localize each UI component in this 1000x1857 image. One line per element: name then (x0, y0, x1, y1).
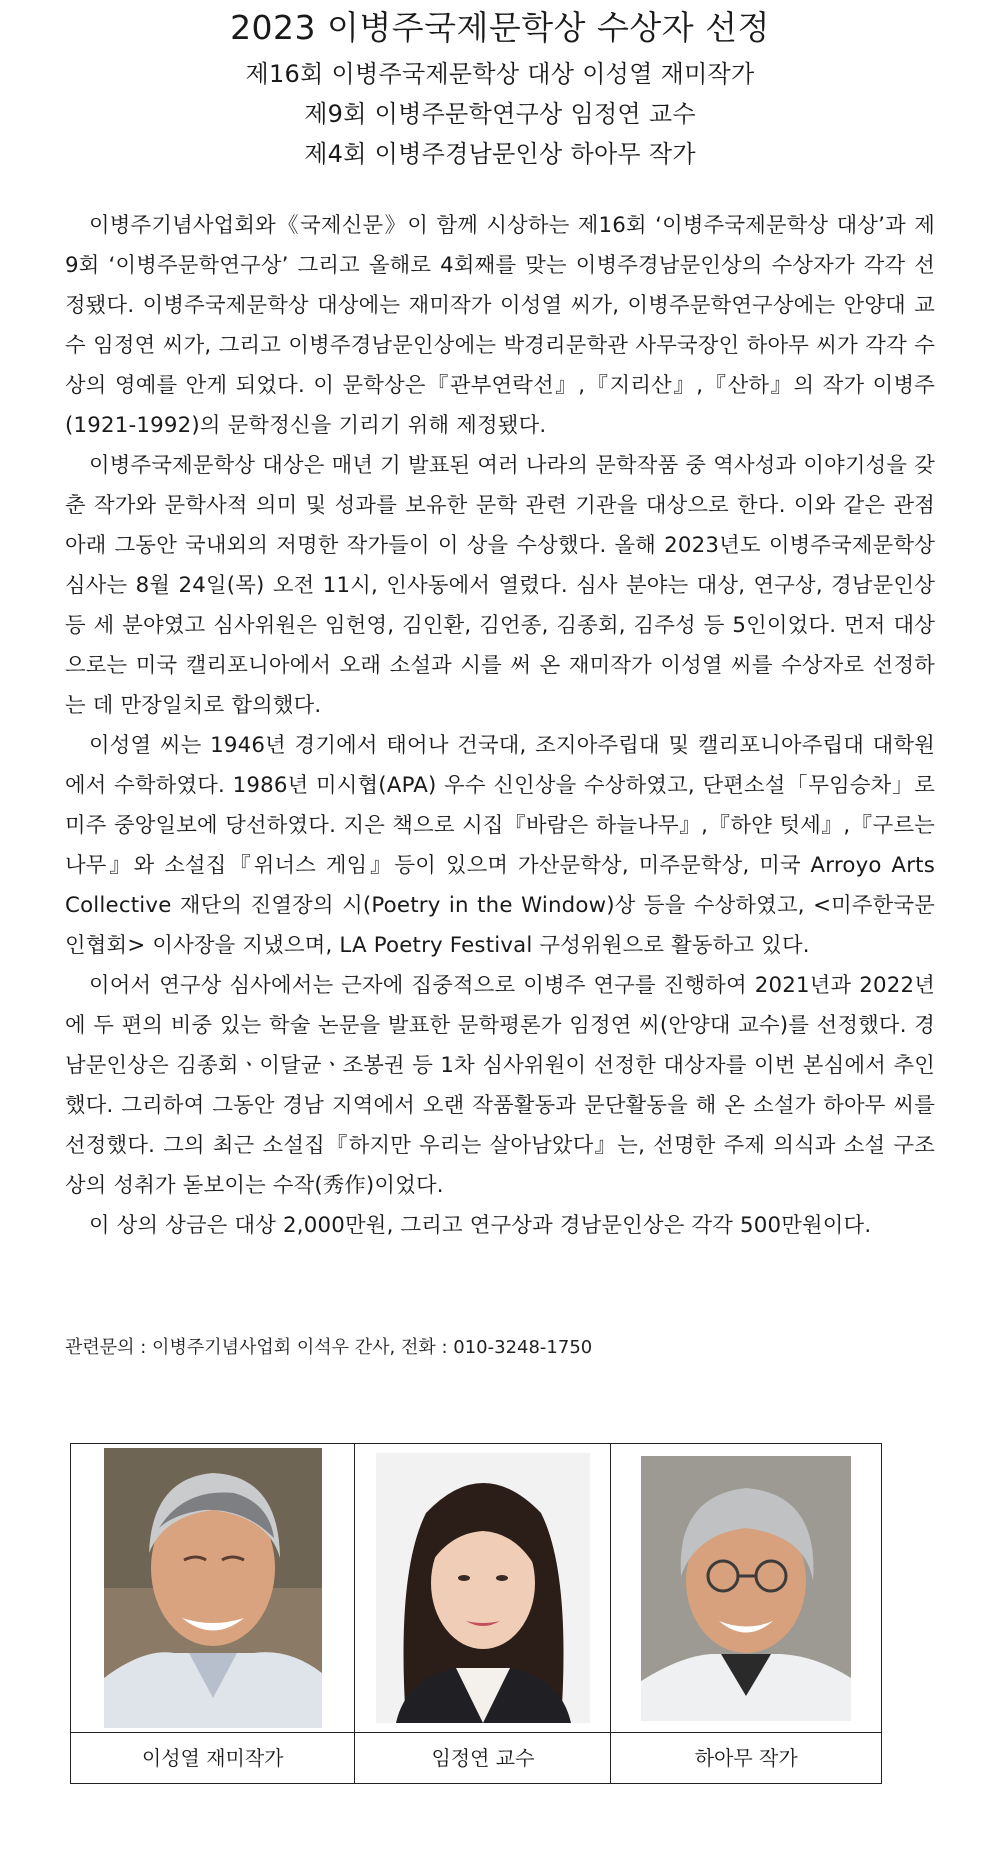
article-paragraph: 이병주기념사업회와《국제신문》이 함께 시상하는 제16회 ‘이병주국제문학상 대상’과 제9회 ‘이병주문학연구상’ 그리고 올해로 4회째를 맞는 이병주경남문인상의 수상자가 각각 선정됐다. 이병주국제문학상 대상에는 재미작가 이성열 씨가, 이병주문학연구상에는 안양대 교수 임정연 씨가, 그리고 이병주경남문인상에는 박경리문학관 사무국장인 하아무 씨가 각각 수상의 영예를 안게 되었다. 이 문학상은『관부연락선』,『지리산』,『산하』의 작가 이병주(1921-1992)의 문학정신을 기리기 위해 제정됐다. (65, 213, 935, 438)
article-body (65, 206, 935, 1246)
subtitle-regional-prize: 제4회 이병주경남문인상 하아무 작가 (304, 140, 696, 168)
caption-lee-seongyeol: 이성열 재미작가 (71, 1733, 355, 1784)
photo-cell (611, 1444, 882, 1733)
article-paragraph: 이어서 연구상 심사에서는 근자에 집중적으로 이병주 연구를 진행하여 2021년과 2022년에 두 편의 비중 있는 학술 논문을 발표한 문학평론가 임정연 씨(안양대 교수)를 선정했다. 경남문인상은 김종회ㆍ이달균ㆍ조봉권 등 1차 심사위원이 선정한 대상자를 이번 본심에서 추인했다. 그리하여 그동안 경남 지역에서 오랜 작품활동과 문단활동을 해 온 소설가 하아무 씨를 선정했다. 그의 최근 소설집『하지만 우리는 살아남았다』는, 선명한 주제 의식과 소설 구조상의 성취가 돋보이는 수작(秀作)이었다. (65, 973, 935, 1198)
subtitle-grand-prize: 제16회 이병주국제문학상 대상 이성열 재미작가 (245, 60, 755, 88)
article-paragraph: 이 상의 상금은 대상 2,000만원, 그리고 연구상과 경남문인상은 각각 500만원이다. (89, 1213, 872, 1238)
photo-cell (355, 1444, 611, 1733)
article-paragraph: 이병주국제문학상 대상은 매년 기 발표된 여러 나라의 문학작품 중 역사성과 이야기성을 갖춘 작가와 문학사적 의미 및 성과를 보유한 문학 관련 기관을 대상으로 한다. 이와 같은 관점 아래 그동안 국내외의 저명한 작가들이 이 상을 수상했다. 올해 2023년도 이병주국제문학상 심사는 8월 24일(목) 오전 11시, 인사동에서 열렸다. 심사 분야는 대상, 연구상, 경남문인상 등 세 분야였고 심사위원은 임헌영, 김인환, 김언종, 김종회, 김주성 등 5인이었다. 먼저 대상으로는 미국 캘리포니아에서 오래 소설과 시를 써 온 재미작가 이성열 씨를 수상자로 선정하는 데 만장일치로 합의했다. (65, 453, 935, 718)
winner-photo-table (70, 1443, 882, 1784)
subtitle-block (0, 54, 1000, 174)
portrait-photo-lee-seongyeol (104, 1448, 322, 1728)
subtitle-research-prize: 제9회 이병주문학연구상 임정연 교수 (304, 100, 696, 128)
contact-info: 관련문의 : 이병주기념사업회 이석우 간사, 전화 : 010-3248-1750 (65, 1337, 593, 1358)
caption-ha-amu: 하아무 작가 (611, 1733, 882, 1784)
portrait-photo-lim-jeongyeon (376, 1453, 590, 1723)
portrait-photo-ha-amu (641, 1456, 851, 1721)
article-paragraph: 이성열 씨는 1946년 경기에서 태어나 건국대, 조지아주립대 및 캘리포니아주립대 대학원에서 수학하였다. 1986년 미시협(APA) 우수 신인상을 수상하였고, 단편소설「무임승차」로 미주 중앙일보에 당선하였다. 지은 책으로 시집『바람은 하늘나무』,『하얀 텃세』,『구르는 나무』와 소설집『위너스 게임』등이 있으며 가산문학상, 미주문학상, 미국 Arroyo Arts Collective 재단의 진열장의 시(Poetry in the Window)상 등을 수상하였고, <미주한국문인협회> 이사장을 지냈으며, LA Poetry Festival 구성위원으로 활동하고 있다. (65, 733, 935, 958)
photo-cell (71, 1444, 355, 1733)
caption-lim-jeongyeon: 임정연 교수 (355, 1733, 611, 1784)
page-title: 2023 이병주국제문학상 수상자 선정 (230, 8, 770, 47)
